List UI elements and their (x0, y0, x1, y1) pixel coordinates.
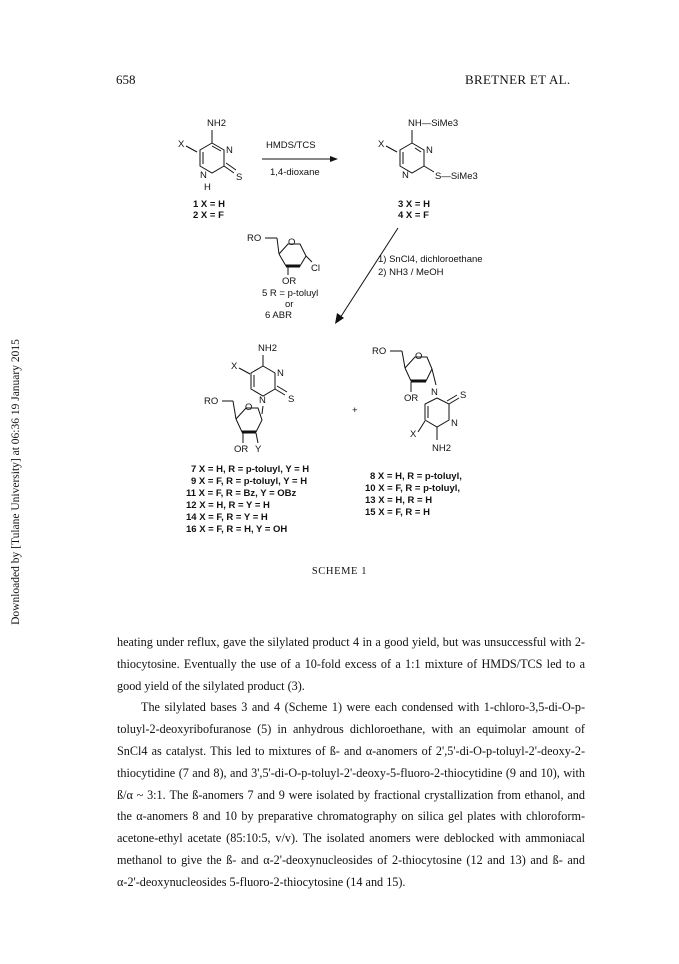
atom-n: N (259, 395, 266, 406)
plus-sign: + (352, 405, 358, 416)
atom-s-sime3: S—SiMe3 (435, 171, 478, 182)
atom-n: N (226, 145, 233, 156)
compound-label: 15 X = F, R = H (365, 507, 430, 518)
atom-o: O (245, 402, 253, 413)
compound-label: 12 X = H, R = Y = H (186, 500, 270, 511)
reagent-label: HMDS/TCS (266, 140, 316, 151)
reaction-arrow-2 (335, 228, 483, 324)
atom-x: X (231, 361, 238, 372)
atom-x: X (410, 429, 417, 440)
atom-ro: RO (204, 396, 219, 407)
atom-x: X (178, 139, 185, 150)
atom-o: O (288, 237, 296, 248)
compound-label: 14 X = F, R = Y = H (186, 512, 268, 523)
atom-nh2: NH2 (432, 443, 452, 454)
atom-n: N (431, 387, 438, 398)
atom-y: Y (255, 444, 262, 455)
compound-label: or (285, 299, 294, 310)
beta-nucleoside-structure (186, 343, 309, 535)
atom-s: S (460, 390, 467, 401)
atom-cl: Cl (311, 263, 320, 274)
compound-label: 9 X = F, R = p-toluyl, Y = H (191, 476, 308, 487)
atom-or: OR (234, 444, 249, 455)
compound-label: 10 X = F, R = p-toluyl, (365, 483, 461, 494)
paragraph: The silylated bases 3 and 4 (Scheme 1) were each condensed with 1-chloro-3,5-di-O-p-toluyl-2-deoxyribofuranose (5) in anhydrous dichloroethane, with an equimolar amount of SnCl4 as catalyst. This led to mixtures of ß- and α-anomers of 2',5'-di-O-p-toluyl-2'-deoxy-2-thiocytidine (7 and 8), and 3',5'-di-O-p-toluyl-2'-deoxy-5-fluoro-2-thiocytidine (9 and 10), with ß/α ~ 3:1. The ß-anomers 7 and 9 were isolated by fractional crystallization from ethanol, and the α-anomers 8 and 10 by preparative chromatography on silica gel plates with chloroform-acetone-ethyl acetate (85:10:5, v/v). The isolated anomers were deblocked with ammoniacal methanol to give the ß- and α-2'-deoxynucleosides of 2-thiocytosine (12 and 13) and ß- and α-2'-deoxynucleosides 5-fluoro-2-thiocytosine (14 and 15). (117, 700, 585, 889)
atom-or: OR (404, 393, 419, 404)
scheme-caption: SCHEME 1 (311, 566, 368, 577)
compound-label: 11 X = F, R = Bz, Y = OBz (186, 488, 297, 499)
atom-ro: RO (247, 233, 262, 244)
atom-n: N (426, 145, 433, 156)
compound-label: 6 ABR (265, 310, 292, 321)
paragraph: heating under reflux, gave the silylated product 4 in a good yield, but was unsuccessful with 2-thiocytosine. Eventually the use of a 10-fold excess of a 1:1 mixture of HMDS/TCS led to a good yield of the silylated product (3). (117, 635, 585, 693)
solvent-label: 1,4-dioxane (270, 167, 320, 178)
compound-label: 13 X = H, R = H (365, 495, 433, 506)
atom-h: H (204, 182, 211, 193)
atom-o: O (415, 351, 423, 362)
atom-n: N (402, 170, 409, 181)
atom-nh-sime3: NH—SiMe3 (408, 118, 459, 129)
atom-n: N (200, 170, 207, 181)
compound-label: 1 X = H (193, 199, 225, 210)
atom-ro: RO (372, 346, 387, 357)
reaction-arrow-1 (262, 140, 338, 178)
compound-label: 4 X = F (398, 210, 429, 221)
atom-x: X (378, 139, 385, 150)
compound-5-6-structure (247, 233, 320, 321)
reagent-label: 1) SnCl4, dichloroethane (378, 254, 483, 265)
compound-label: 16 X = F, R = H, Y = OH (186, 524, 288, 535)
reagent-label: 2) NH3 / MeOH (378, 267, 444, 278)
atom-n: N (277, 368, 284, 379)
page-number: 658 (116, 72, 136, 87)
compound-1-2-structure (178, 118, 242, 221)
compound-label: 7 X = H, R = p-toluyl, Y = H (191, 464, 310, 475)
running-head: BRETNER ET AL. (465, 72, 571, 87)
compound-label: 5 R = p-toluyl (262, 288, 319, 299)
atom-s: S (236, 172, 243, 183)
atom-nh2: NH2 (258, 343, 278, 354)
compound-label: 3 X = H (398, 199, 430, 210)
atom-or: OR (282, 276, 297, 287)
atom-s: S (288, 394, 295, 405)
compound-3-4-structure (378, 118, 478, 221)
download-note: Downloaded by [Tulane University] at 06:36 19 January 2015 (10, 339, 22, 625)
atom-nh2: NH2 (207, 118, 227, 129)
compound-label: 8 X = H, R = p-toluyl, (370, 471, 462, 482)
body-text (117, 632, 585, 894)
alpha-nucleoside-structure (365, 346, 466, 518)
atom-n: N (451, 418, 458, 429)
compound-label: 2 X = F (193, 210, 224, 221)
